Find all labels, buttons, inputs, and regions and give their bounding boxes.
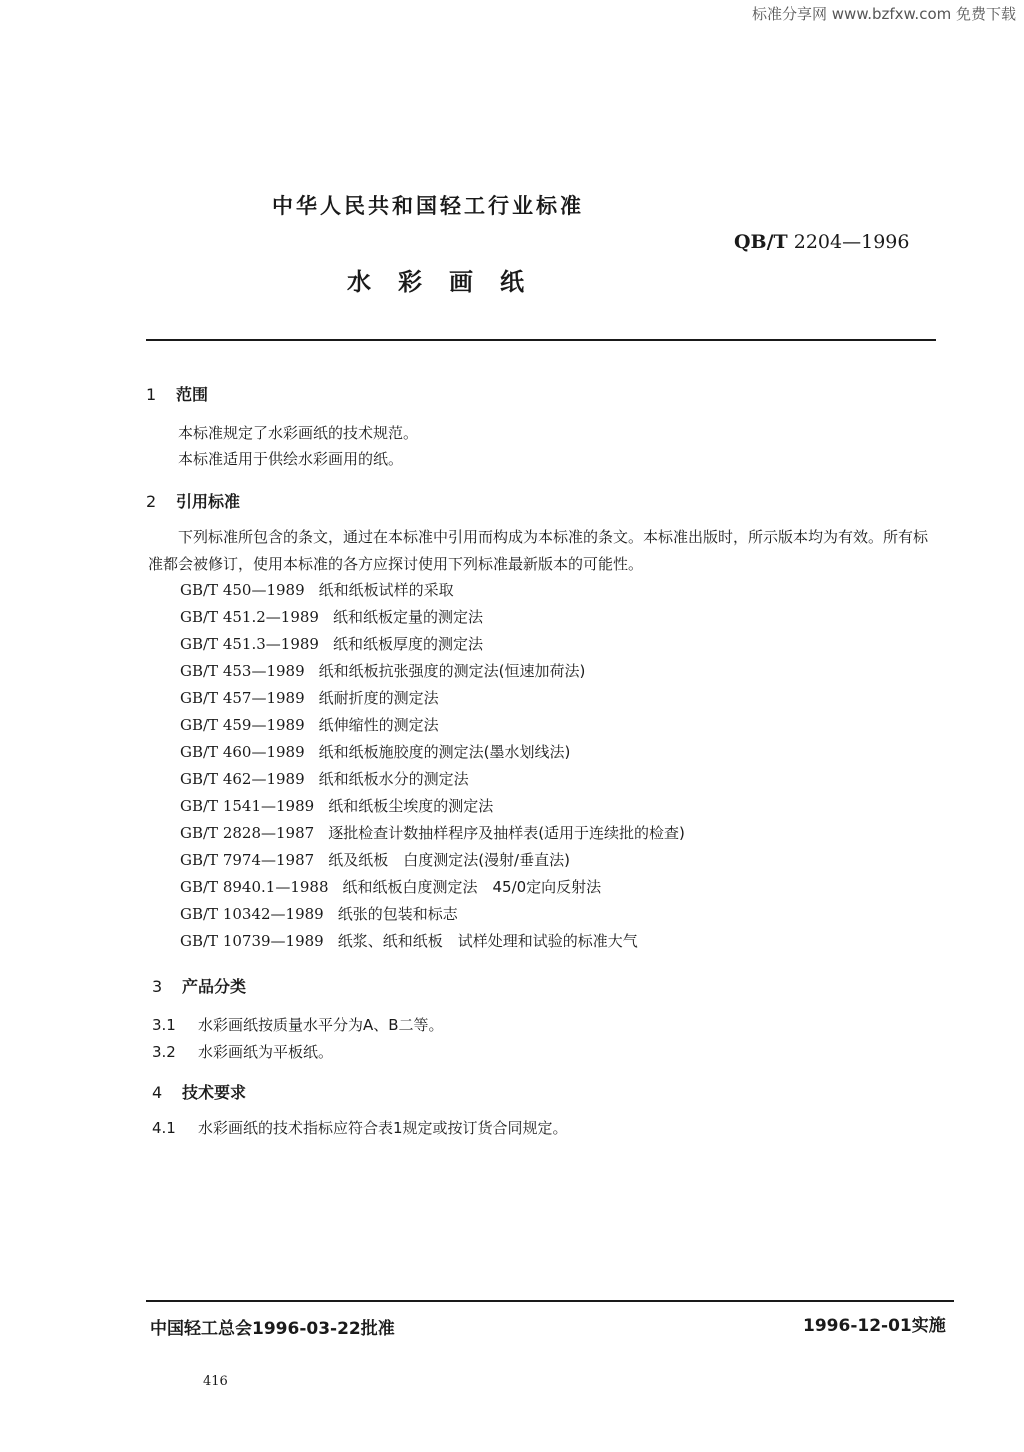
section-number: 4 <box>152 1083 163 1102</box>
reference-code: GB/T 7974—1987 <box>180 851 315 869</box>
reference-title: 纸和纸板厚度的测定法 <box>332 635 483 653</box>
reference-title: 纸和纸板定量的测定法 <box>332 608 483 626</box>
header-rule <box>146 339 936 341</box>
section-title: 技术要求 <box>182 1083 247 1102</box>
clause-number: 3.2 <box>152 1043 176 1061</box>
clause-text: 水彩画纸的技术指标应符合表1规定或按订货合同规定。 <box>198 1119 568 1137</box>
standard-code-prefix: QB/T <box>734 231 788 253</box>
watermark-text: 标准分享网 www.bzfxw.com 免费下载 <box>752 5 1016 23</box>
clause-number: 4.1 <box>152 1119 176 1137</box>
reference-code: GB/T 451.3—1989 <box>180 635 319 653</box>
reference-title: 纸和纸板抗张强度的测定法(恒速加荷法) <box>318 662 586 680</box>
reference-code: GB/T 457—1989 <box>180 689 305 707</box>
reference-code: GB/T 453—1989 <box>180 662 305 680</box>
section-number: 2 <box>146 492 157 511</box>
reference-item <box>180 876 601 897</box>
section-2-intro: 下列标准所包含的条文，通过在本标准中引用而构成为本标准的条文。本标准出版时，所示版本均为有效。所有标准都会被修订，使用本标准的各方应探讨使用下列标准最新版本的可能性。 <box>148 528 929 573</box>
reference-item <box>180 660 585 681</box>
reference-item <box>180 822 685 843</box>
section-title: 引用标准 <box>176 492 241 511</box>
reference-title: 纸浆、纸和纸板 试样处理和试验的标准大气 <box>337 932 638 950</box>
clause-text: 水彩画纸为平板纸。 <box>198 1043 334 1061</box>
reference-item <box>180 714 439 735</box>
standard-code-number: 2204—1996 <box>793 231 910 253</box>
reference-item <box>180 795 493 816</box>
reference-item <box>180 633 483 654</box>
reference-code: GB/T 450—1989 <box>180 581 305 599</box>
reference-code: GB/T 451.2—1989 <box>180 608 319 626</box>
reference-title: 纸伸缩性的测定法 <box>318 716 439 734</box>
reference-title: 纸和纸板试样的采取 <box>318 581 454 599</box>
reference-code: GB/T 10739—1989 <box>180 932 324 950</box>
reference-title: 纸张的包装和标志 <box>337 905 458 923</box>
footer-rule <box>146 1300 954 1302</box>
reference-item <box>180 606 483 627</box>
section-4-heading <box>152 1080 246 1103</box>
section-2-heading <box>146 489 240 512</box>
reference-item <box>180 930 638 951</box>
clause <box>152 1117 568 1138</box>
reference-code: GB/T 1541—1989 <box>180 797 315 815</box>
issuing-organization: 中华人民共和国轻工行业标准 <box>272 194 584 218</box>
clause-text: 水彩画纸按质量水平分为A、B二等。 <box>198 1016 444 1034</box>
standard-code <box>734 231 909 253</box>
reference-code: GB/T 2828—1987 <box>180 824 315 842</box>
reference-item <box>180 741 570 762</box>
page-number: 416 <box>203 1374 228 1389</box>
reference-item <box>180 849 570 870</box>
section-number: 3 <box>152 977 163 996</box>
document-title: 水彩画纸 <box>347 268 551 296</box>
reference-title: 纸和纸板尘埃度的测定法 <box>328 797 494 815</box>
reference-code: GB/T 462—1989 <box>180 770 305 788</box>
section-3-heading <box>152 974 246 997</box>
section-number: 1 <box>146 385 157 404</box>
section-1-line: 本标准规定了水彩画纸的技术规范。 <box>178 424 419 442</box>
reference-item <box>180 687 439 708</box>
reference-title: 纸和纸板白度测定法 45/0定向反射法 <box>342 878 602 896</box>
reference-code: GB/T 460—1989 <box>180 743 305 761</box>
reference-item <box>180 768 469 789</box>
reference-item <box>180 903 458 924</box>
clause-number: 3.1 <box>152 1016 176 1034</box>
reference-title: 纸及纸板 白度测定法(漫射/垂直法) <box>328 851 570 869</box>
section-title: 产品分类 <box>182 977 247 996</box>
reference-title: 纸耐折度的测定法 <box>318 689 439 707</box>
reference-item <box>180 579 454 600</box>
clause <box>152 1014 444 1035</box>
reference-code: GB/T 8940.1—1988 <box>180 878 329 896</box>
section-1-heading <box>146 382 208 405</box>
implementation-date: 1996-12-01实施 <box>803 1316 946 1336</box>
reference-title: 纸和纸板水分的测定法 <box>318 770 469 788</box>
reference-title: 逐批检查计数抽样程序及抽样表(适用于连续批的检查) <box>328 824 685 842</box>
clause <box>152 1041 333 1062</box>
reference-code: GB/T 459—1989 <box>180 716 305 734</box>
reference-title: 纸和纸板施胶度的测定法(墨水划线法) <box>318 743 571 761</box>
approval-date: 中国轻工总会1996-03-22批准 <box>150 1319 395 1339</box>
section-1-line: 本标准适用于供绘水彩画用的纸。 <box>178 450 404 468</box>
reference-code: GB/T 10342—1989 <box>180 905 324 923</box>
section-title: 范围 <box>176 385 209 404</box>
